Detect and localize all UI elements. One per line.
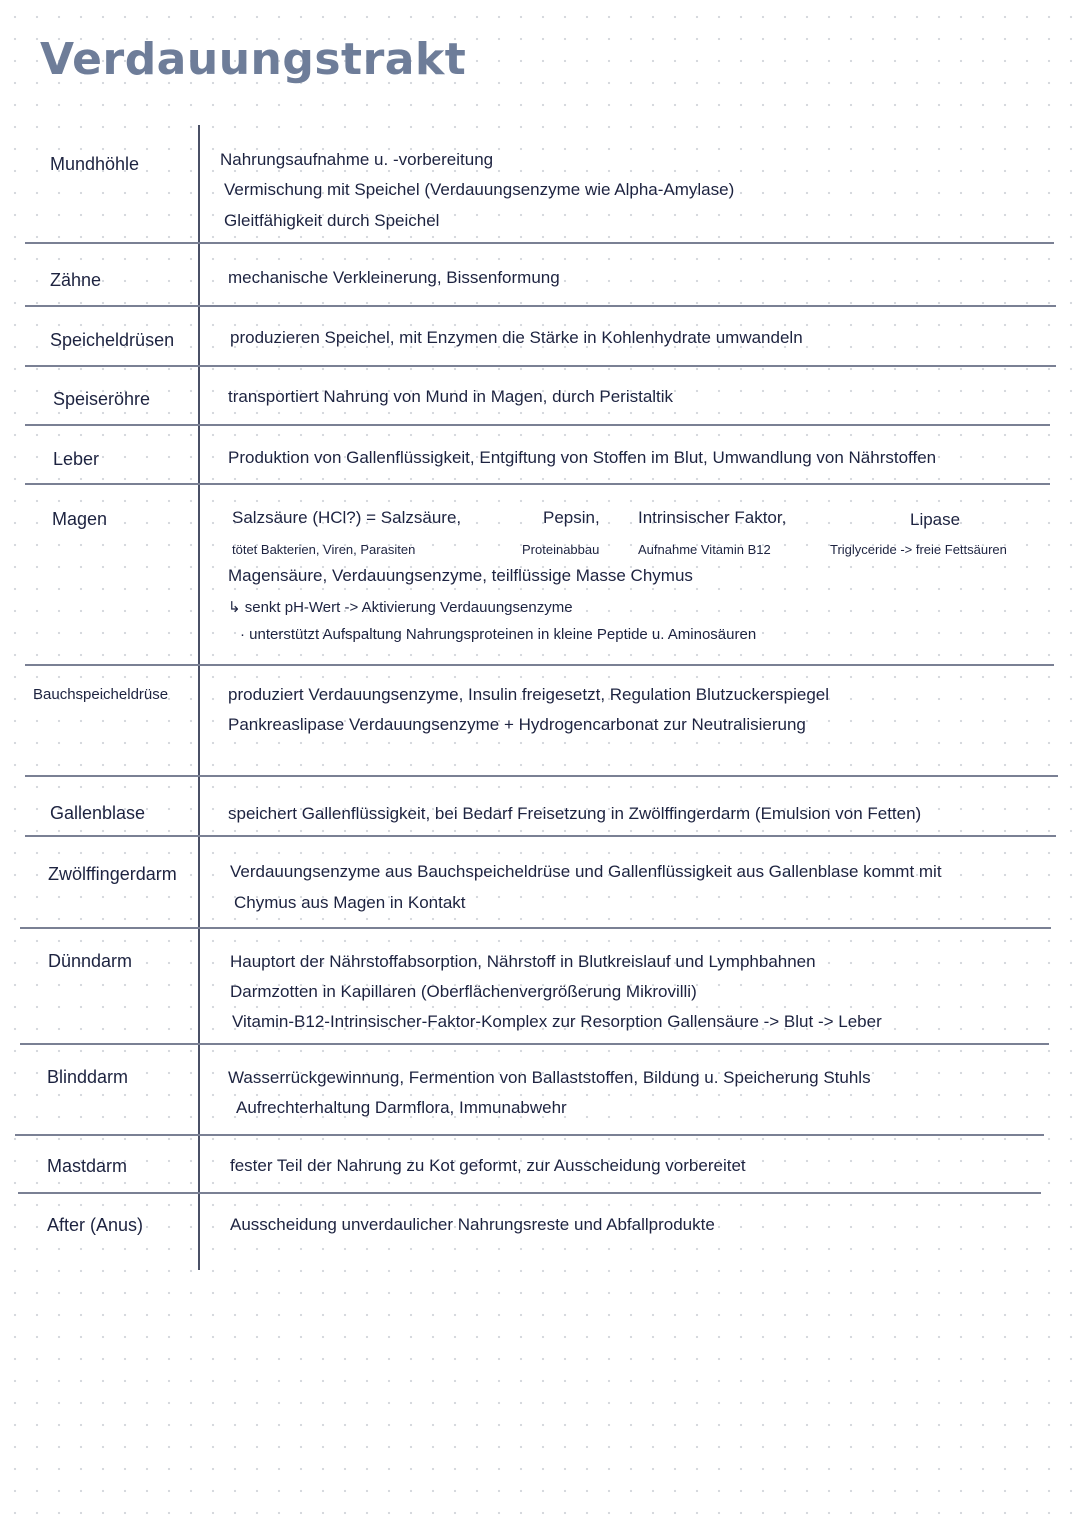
description-line: speichert Gallenflüssigkeit, bei Bedarf Freisetzung in Zwölffingerdarm (Emulsion von Fetten) xyxy=(228,804,922,823)
description-line: Wasserrückgewinnung, Fermention von Ballaststoffen, Bildung u. Speicherung Stuhls xyxy=(228,1068,871,1087)
organ-label-blinddarm: Blinddarm xyxy=(47,1067,129,1087)
row-divider xyxy=(20,1043,1049,1045)
description-line: Vermischung mit Speichel (Verdauungsenzyme wie Alpha-Amylase) xyxy=(224,180,735,199)
description-line: Pankreaslipase Verdauungsenzyme + Hydrogencarbonat zur Neutralisierung xyxy=(228,715,806,734)
organ-label-after: After (Anus) xyxy=(47,1215,144,1235)
magen-subheader-proteinabbau: Proteinabbau xyxy=(522,542,600,557)
organ-label-gallenblase: Gallenblase xyxy=(50,803,146,823)
row-divider xyxy=(25,365,1056,367)
description-line: Produktion von Gallenflüssigkeit, Entgiftung von Stoffen im Blut, Umwandlung von Nährstoffen xyxy=(228,448,937,467)
row-divider xyxy=(25,835,1056,837)
description-line: Chymus aus Magen in Kontakt xyxy=(234,893,466,912)
organ-label-speicheldruesen: Speicheldrüsen xyxy=(50,330,175,350)
magen-header-salzsaeure: Salzsäure (HCl?) = Salzsäure, xyxy=(232,508,462,527)
description-line: Nahrungsaufnahme u. -vorbereitung xyxy=(220,150,494,169)
magen-subheader-triglyceride: Triglyceride -> freie Fettsäuren xyxy=(830,542,1007,557)
row-divider xyxy=(25,775,1058,777)
description-line: Magensäure, Verdauungsenzyme, teilflüssige Masse Chymus xyxy=(228,566,693,585)
description-line: produzieren Speichel, mit Enzymen die Stärke in Kohlenhydrate umwandeln xyxy=(230,328,803,347)
description-line: Vitamin-B12-Intrinsischer-Faktor-Komplex zur Resorption Gallensäure -> Blut -> Leber xyxy=(232,1012,882,1031)
row-divider xyxy=(25,424,1050,426)
row-divider xyxy=(25,664,1054,666)
row-divider xyxy=(20,927,1051,929)
column-divider xyxy=(198,125,200,1270)
magen-subheader-bakterien: tötet Bakterien, Viren, Parasiten xyxy=(232,542,416,557)
row-divider xyxy=(25,483,1050,485)
description-line: transportiert Nahrung von Mund in Magen, durch Peristaltik xyxy=(228,387,674,406)
description-line: Gleitfähigkeit durch Speichel xyxy=(224,211,440,230)
magen-header-pepsin: Pepsin, xyxy=(543,508,600,527)
row-divider xyxy=(15,1134,1044,1136)
organ-label-bauchspeicheldruese: Bauchspeicheldrüse xyxy=(33,686,169,703)
magen-header-lipase: Lipase xyxy=(910,510,961,529)
magen-header-intrinsischer-faktor: Intrinsischer Faktor, xyxy=(638,508,787,527)
row-divider xyxy=(25,242,1054,244)
organ-label-mundhoehle: Mundhöhle xyxy=(50,154,140,174)
row-divider xyxy=(18,1192,1041,1194)
description-line: mechanische Verkleinerung, Bissenformung xyxy=(228,268,560,287)
page-title: Verdauungstrakt xyxy=(40,34,467,85)
description-line: Aufrechterhaltung Darmflora, Immunabwehr xyxy=(236,1098,567,1117)
description-line: Darmzotten in Kapillaren (Oberflächenvergrößerung Mikrovilli) xyxy=(230,982,697,1001)
organ-label-leber: Leber xyxy=(53,449,100,469)
description-line: Hauptort der Nährstoffabsorption, Nährstoff in Blutkreislauf und Lymphbahnen xyxy=(230,952,816,971)
description-line: fester Teil der Nahrung zu Kot geformt, zur Ausscheidung vorbereitet xyxy=(230,1156,746,1175)
organ-label-speiseroehre: Speiseröhre xyxy=(53,389,151,409)
organ-label-zaehne: Zähne xyxy=(50,270,102,290)
organ-label-zwoelffingerdarm: Zwölffingerdarm xyxy=(48,864,177,884)
organ-label-mastdarm: Mastdarm xyxy=(47,1156,128,1176)
organ-label-duenndarm: Dünndarm xyxy=(48,951,133,971)
description-line: Verdauungsenzyme aus Bauchspeicheldrüse und Gallenflüssigkeit aus Gallenblase kommt mit xyxy=(230,862,942,881)
row-divider xyxy=(25,305,1056,307)
description-line: produziert Verdauungsenzyme, Insulin freigesetzt, Regulation Blutzuckerspiegel xyxy=(228,685,830,704)
description-line: ↳ senkt pH-Wert -> Aktivierung Verdauungsenzyme xyxy=(228,599,573,616)
description-line: · unterstützt Aufspaltung Nahrungsproteinen in kleine Peptide u. Aminosäuren xyxy=(240,626,757,643)
organ-label-magen: Magen xyxy=(52,509,108,529)
description-line: Ausscheidung unverdaulicher Nahrungsreste und Abfallprodukte xyxy=(230,1215,715,1234)
magen-subheader-vitamin-b12: Aufnahme Vitamin B12 xyxy=(638,542,771,557)
